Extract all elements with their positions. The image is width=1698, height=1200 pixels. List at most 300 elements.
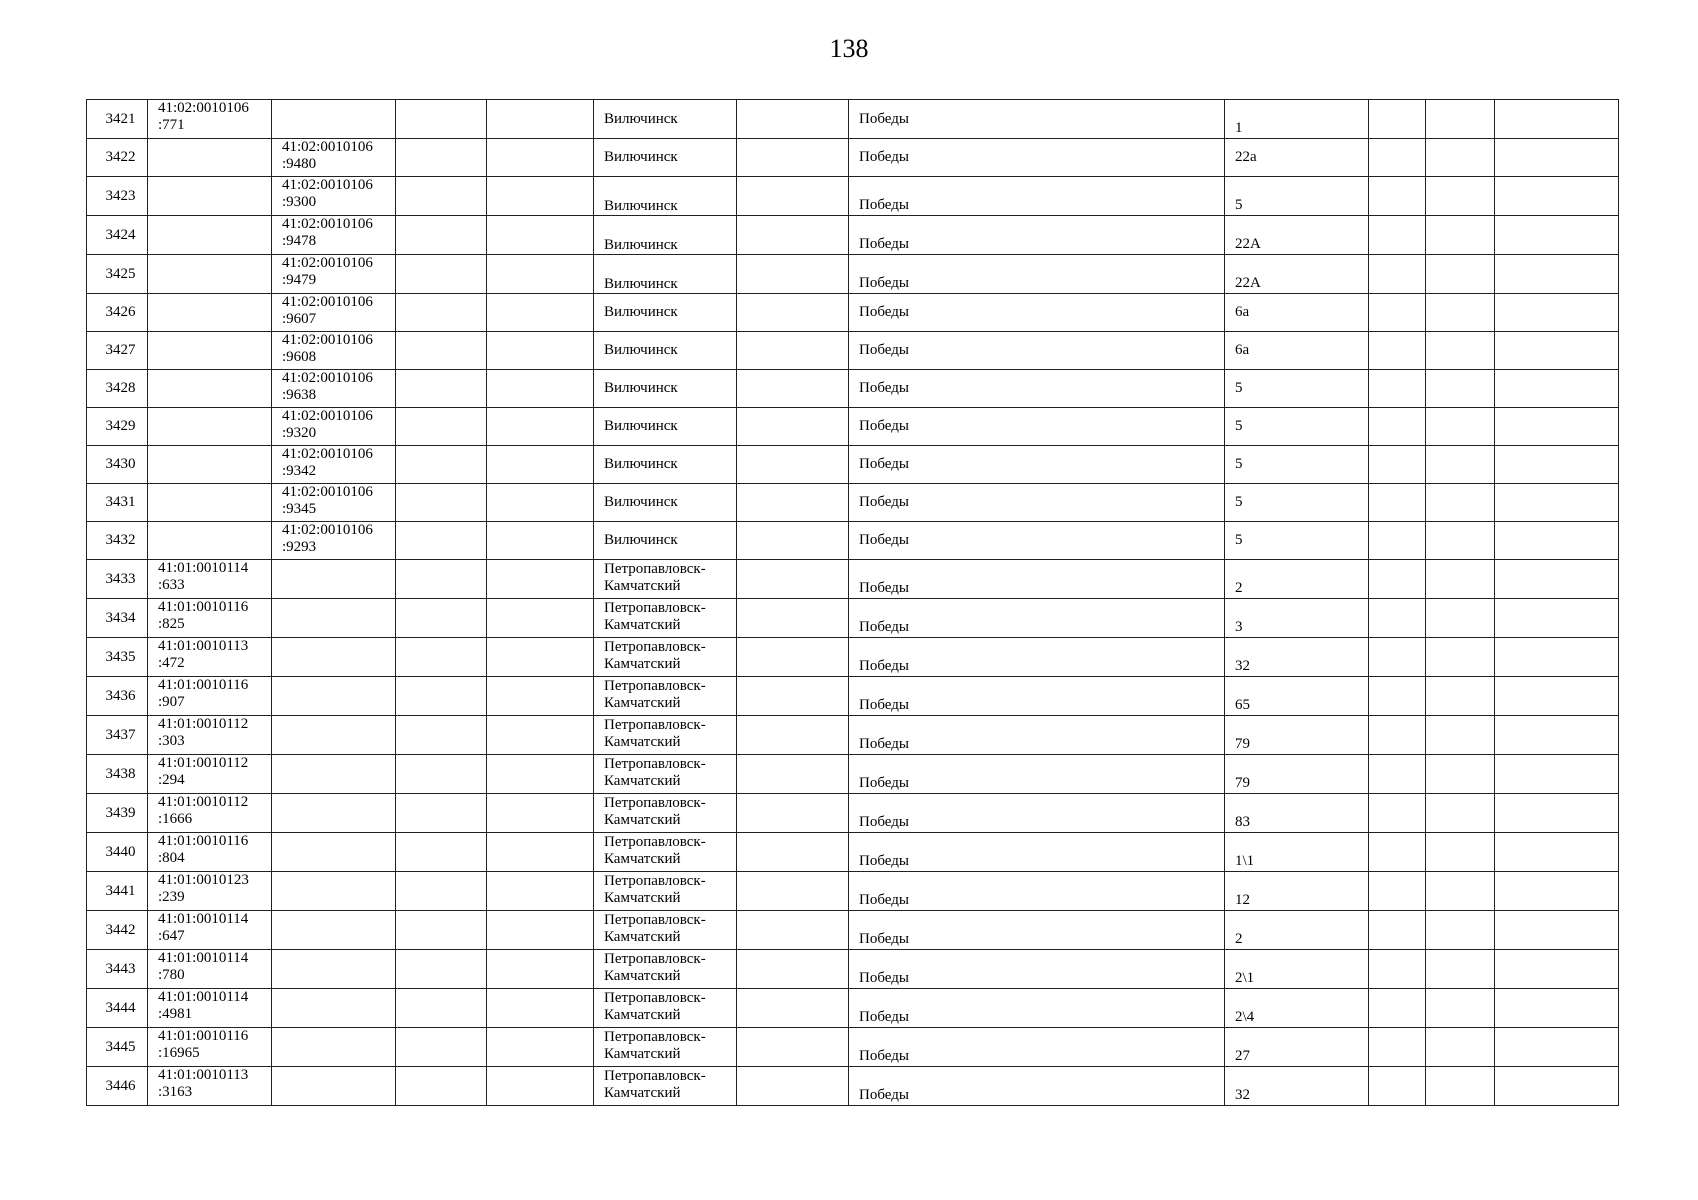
empty-cell <box>737 484 849 522</box>
land-cadastral-number-cell <box>148 911 272 950</box>
empty-cell <box>396 638 487 677</box>
city-line: Петропавловск- <box>604 834 706 850</box>
city-cell <box>594 638 737 677</box>
city-line: Камчатский <box>604 578 681 594</box>
empty-cell <box>1426 100 1495 139</box>
table-row <box>87 794 1619 833</box>
city-line: Вилючинск <box>604 456 678 472</box>
empty-cell <box>1369 408 1426 446</box>
land-cadastral-number-cell <box>148 216 272 255</box>
cadastral-number-line: :9480 <box>282 156 317 172</box>
row-number-cell: 3429 <box>87 408 148 446</box>
cadastral-number-line: :239 <box>158 889 185 905</box>
cadastral-number-line: 41:01:0010116 <box>158 833 249 849</box>
empty-cell <box>737 332 849 370</box>
cadastral-number-line: :3163 <box>158 1084 193 1100</box>
table-row <box>87 446 1619 484</box>
row-number-cell: 3436 <box>87 677 148 716</box>
street-cell: Победы <box>849 677 1225 716</box>
building-cadastral-number-cell <box>272 716 396 755</box>
city-line: Петропавловск- <box>604 756 706 772</box>
row-number-cell: 3443 <box>87 950 148 989</box>
building-cadastral-number-cell <box>272 1067 396 1106</box>
table-row <box>87 408 1619 446</box>
empty-cell <box>1369 950 1426 989</box>
empty-cell <box>396 716 487 755</box>
cadastral-number-line: 41:01:0010116 <box>158 599 249 615</box>
empty-cell <box>1495 370 1619 408</box>
land-cadastral-number-cell <box>148 1028 272 1067</box>
city-line: Камчатский <box>604 1085 681 1101</box>
empty-cell <box>737 638 849 677</box>
empty-cell <box>487 755 594 794</box>
city-cell <box>594 794 737 833</box>
street-cell: Победы <box>849 1067 1225 1106</box>
building-cadastral-number-cell <box>272 408 396 446</box>
cadastral-number-line: 41:01:0010114 <box>158 560 249 576</box>
row-number-cell: 3426 <box>87 294 148 332</box>
empty-cell <box>396 755 487 794</box>
city-line: Вилючинск <box>604 494 678 510</box>
empty-cell <box>1369 522 1426 560</box>
building-cadastral-number-cell <box>272 522 396 560</box>
empty-cell <box>1426 1028 1495 1067</box>
empty-cell <box>1495 911 1619 950</box>
house-number-cell: 2 <box>1225 911 1369 950</box>
empty-cell <box>1495 872 1619 911</box>
table-row <box>87 755 1619 794</box>
cadastral-number-line: 41:01:0010113 <box>158 638 249 654</box>
empty-cell <box>487 911 594 950</box>
empty-cell <box>396 950 487 989</box>
table-row <box>87 1067 1619 1106</box>
empty-cell <box>1426 950 1495 989</box>
empty-cell <box>1426 177 1495 216</box>
empty-cell <box>396 255 487 294</box>
building-cadastral-number-cell <box>272 677 396 716</box>
city-cell <box>594 1028 737 1067</box>
city-line: Петропавловск- <box>604 990 706 1006</box>
empty-cell <box>396 216 487 255</box>
house-number-cell: 6а <box>1225 332 1369 370</box>
cadastral-number-line: :303 <box>158 733 185 749</box>
city-line: Петропавловск- <box>604 1029 706 1045</box>
empty-cell <box>487 794 594 833</box>
empty-cell <box>1426 755 1495 794</box>
cadastral-number-line: 41:02:0010106 <box>158 100 249 116</box>
empty-cell <box>1495 216 1619 255</box>
land-cadastral-number-cell <box>148 872 272 911</box>
house-number-cell: 79 <box>1225 755 1369 794</box>
empty-cell <box>487 139 594 177</box>
city-line: Петропавловск- <box>604 561 706 577</box>
empty-cell <box>487 100 594 139</box>
house-number-cell: 5 <box>1225 446 1369 484</box>
table-row <box>87 599 1619 638</box>
row-number-cell: 3435 <box>87 638 148 677</box>
house-number-cell: 32 <box>1225 638 1369 677</box>
empty-cell <box>1426 522 1495 560</box>
building-cadastral-number-cell <box>272 100 396 139</box>
city-cell <box>594 408 737 446</box>
empty-cell <box>737 1028 849 1067</box>
cadastral-number-line: :472 <box>158 655 185 671</box>
empty-cell <box>737 255 849 294</box>
house-number-cell: 5 <box>1225 370 1369 408</box>
row-number-cell: 3438 <box>87 755 148 794</box>
empty-cell <box>737 716 849 755</box>
city-line: Вилючинск <box>604 380 678 396</box>
house-number-cell: 1\1 <box>1225 833 1369 872</box>
city-cell <box>594 872 737 911</box>
house-number-cell: 65 <box>1225 677 1369 716</box>
building-cadastral-number-cell <box>272 950 396 989</box>
empty-cell <box>487 599 594 638</box>
cadastral-number-line: :647 <box>158 928 185 944</box>
building-cadastral-number-cell <box>272 139 396 177</box>
empty-cell <box>1369 716 1426 755</box>
land-cadastral-number-cell <box>148 370 272 408</box>
empty-cell <box>396 599 487 638</box>
empty-cell <box>487 294 594 332</box>
building-cadastral-number-cell <box>272 872 396 911</box>
empty-cell <box>396 560 487 599</box>
city-line: Петропавловск- <box>604 639 706 655</box>
city-cell <box>594 833 737 872</box>
house-number-cell: 12 <box>1225 872 1369 911</box>
row-number-cell: 3427 <box>87 332 148 370</box>
empty-cell <box>1426 484 1495 522</box>
empty-cell <box>1369 255 1426 294</box>
land-cadastral-number-cell <box>148 950 272 989</box>
empty-cell <box>737 100 849 139</box>
city-cell <box>594 484 737 522</box>
row-number-cell: 3441 <box>87 872 148 911</box>
cadastral-number-line: :9478 <box>282 233 317 249</box>
land-cadastral-number-cell <box>148 1067 272 1106</box>
empty-cell <box>1369 370 1426 408</box>
cadastral-number-line: 41:01:0010114 <box>158 950 249 966</box>
city-line: Петропавловск- <box>604 678 706 694</box>
street-cell: Победы <box>849 716 1225 755</box>
house-number-cell: 22А <box>1225 216 1369 255</box>
row-number-cell: 3437 <box>87 716 148 755</box>
empty-cell <box>1426 833 1495 872</box>
city-line: Вилючинск <box>604 110 678 127</box>
building-cadastral-number-cell <box>272 446 396 484</box>
empty-cell <box>1495 716 1619 755</box>
house-number-cell: 5 <box>1225 177 1369 216</box>
table-row <box>87 294 1619 332</box>
cadastral-number-line: 41:01:0010113 <box>158 1067 249 1083</box>
empty-cell <box>737 794 849 833</box>
cadastral-number-line: 41:01:0010112 <box>158 755 249 771</box>
row-number-cell: 3446 <box>87 1067 148 1106</box>
cadastral-number-line: :9608 <box>282 349 317 365</box>
empty-cell <box>1369 294 1426 332</box>
empty-cell <box>1426 794 1495 833</box>
city-line: Камчатский <box>604 656 681 672</box>
building-cadastral-number-cell <box>272 484 396 522</box>
empty-cell <box>487 872 594 911</box>
house-number-cell: 22А <box>1225 255 1369 294</box>
cadastral-number-line: 41:02:0010106 <box>282 177 373 193</box>
empty-cell <box>1495 677 1619 716</box>
row-number-cell: 3445 <box>87 1028 148 1067</box>
street-cell: Победы <box>849 522 1225 560</box>
building-cadastral-number-cell <box>272 989 396 1028</box>
empty-cell <box>1369 1028 1426 1067</box>
empty-cell <box>1369 677 1426 716</box>
empty-cell <box>737 139 849 177</box>
street-cell: Победы <box>849 216 1225 255</box>
land-cadastral-number-cell <box>148 677 272 716</box>
table-row <box>87 677 1619 716</box>
empty-cell <box>1426 677 1495 716</box>
land-cadastral-number-cell <box>148 446 272 484</box>
empty-cell <box>737 833 849 872</box>
house-number-cell: 32 <box>1225 1067 1369 1106</box>
city-cell <box>594 522 737 560</box>
empty-cell <box>396 989 487 1028</box>
city-line: Вилючинск <box>604 342 678 358</box>
city-cell <box>594 446 737 484</box>
cadastral-number-line: 41:02:0010106 <box>282 216 373 232</box>
building-cadastral-number-cell <box>272 833 396 872</box>
city-line: Вилючинск <box>604 149 678 165</box>
empty-cell <box>487 446 594 484</box>
street-cell: Победы <box>849 911 1225 950</box>
street-cell: Победы <box>849 332 1225 370</box>
empty-cell <box>396 1067 487 1106</box>
empty-cell <box>1369 139 1426 177</box>
building-cadastral-number-cell <box>272 294 396 332</box>
house-number-cell: 22а <box>1225 139 1369 177</box>
table-row <box>87 833 1619 872</box>
table-row <box>87 139 1619 177</box>
empty-cell <box>737 522 849 560</box>
empty-cell <box>1369 755 1426 794</box>
building-cadastral-number-cell <box>272 216 396 255</box>
building-cadastral-number-cell <box>272 332 396 370</box>
table-row <box>87 716 1619 755</box>
empty-cell <box>737 599 849 638</box>
cadastral-number-line: :16965 <box>158 1045 200 1061</box>
empty-cell <box>487 408 594 446</box>
empty-cell <box>1426 638 1495 677</box>
land-cadastral-number-cell <box>148 332 272 370</box>
table-row <box>87 522 1619 560</box>
street-cell: Победы <box>849 794 1225 833</box>
street-cell: Победы <box>849 294 1225 332</box>
cadastral-number-line: 41:01:0010112 <box>158 716 249 732</box>
building-cadastral-number-cell <box>272 1028 396 1067</box>
street-cell: Победы <box>849 484 1225 522</box>
city-cell <box>594 1067 737 1106</box>
empty-cell <box>487 370 594 408</box>
empty-cell <box>396 833 487 872</box>
cadastral-number-line: 41:01:0010123 <box>158 872 249 888</box>
street-cell: Победы <box>849 370 1225 408</box>
street-cell: Победы <box>849 408 1225 446</box>
empty-cell <box>396 794 487 833</box>
house-number-cell: 5 <box>1225 484 1369 522</box>
cadastral-number-line: :771 <box>158 117 185 133</box>
empty-cell <box>1426 911 1495 950</box>
city-cell <box>594 100 737 139</box>
cadastral-number-line: 41:01:0010116 <box>158 677 249 693</box>
land-cadastral-number-cell <box>148 833 272 872</box>
empty-cell <box>1369 911 1426 950</box>
empty-cell <box>1495 833 1619 872</box>
building-cadastral-number-cell <box>272 911 396 950</box>
street-cell: Победы <box>849 560 1225 599</box>
city-cell <box>594 139 737 177</box>
row-number-cell: 3424 <box>87 216 148 255</box>
empty-cell <box>396 408 487 446</box>
empty-cell <box>1426 408 1495 446</box>
empty-cell <box>737 177 849 216</box>
cadastral-number-line: 41:01:0010114 <box>158 989 249 1005</box>
cadastral-number-line: :9479 <box>282 272 317 288</box>
city-cell <box>594 989 737 1028</box>
cadastral-number-line: :9293 <box>282 539 317 555</box>
empty-cell <box>396 522 487 560</box>
empty-cell <box>737 408 849 446</box>
empty-cell <box>396 872 487 911</box>
empty-cell <box>1426 332 1495 370</box>
land-cadastral-number-cell <box>148 989 272 1028</box>
empty-cell <box>737 216 849 255</box>
building-cadastral-number-cell <box>272 560 396 599</box>
empty-cell <box>487 638 594 677</box>
empty-cell <box>737 911 849 950</box>
empty-cell <box>1426 989 1495 1028</box>
empty-cell <box>1495 794 1619 833</box>
cadastral-number-line: :907 <box>158 694 185 710</box>
building-cadastral-number-cell <box>272 638 396 677</box>
cadastral-number-line: 41:01:0010114 <box>158 911 249 927</box>
empty-cell <box>487 950 594 989</box>
empty-cell <box>396 370 487 408</box>
house-number-cell: 27 <box>1225 1028 1369 1067</box>
city-cell <box>594 370 737 408</box>
empty-cell <box>1369 599 1426 638</box>
empty-cell <box>737 370 849 408</box>
land-cadastral-number-cell <box>148 716 272 755</box>
city-line: Камчатский <box>604 695 681 711</box>
city-line: Камчатский <box>604 812 681 828</box>
page-number: 138 <box>829 34 869 63</box>
empty-cell <box>1369 1067 1426 1106</box>
row-number-cell: 3432 <box>87 522 148 560</box>
city-cell <box>594 599 737 638</box>
building-cadastral-number-cell <box>272 370 396 408</box>
empty-cell <box>487 177 594 216</box>
city-cell <box>594 716 737 755</box>
city-line: Петропавловск- <box>604 873 706 889</box>
empty-cell <box>1495 599 1619 638</box>
cadastral-number-line: 41:01:0010116 <box>158 1028 249 1044</box>
empty-cell <box>1369 177 1426 216</box>
table-row <box>87 216 1619 255</box>
house-number-cell: 6а <box>1225 294 1369 332</box>
empty-cell <box>1426 599 1495 638</box>
cadastral-number-line: 41:02:0010106 <box>282 294 373 310</box>
city-line: Камчатский <box>604 1007 681 1023</box>
table-row <box>87 1028 1619 1067</box>
empty-cell <box>1369 560 1426 599</box>
city-cell <box>594 911 737 950</box>
empty-cell <box>1369 638 1426 677</box>
empty-cell <box>487 522 594 560</box>
street-cell: Победы <box>849 139 1225 177</box>
empty-cell <box>1495 1028 1619 1067</box>
land-cadastral-number-cell <box>148 294 272 332</box>
street-cell: Победы <box>849 100 1225 139</box>
cadastral-number-line: :1666 <box>158 811 193 827</box>
city-line: Вилючинск <box>604 276 678 292</box>
empty-cell <box>1495 294 1619 332</box>
cadastral-number-line: 41:02:0010106 <box>282 370 373 386</box>
empty-cell <box>1426 370 1495 408</box>
empty-cell <box>1426 446 1495 484</box>
empty-cell <box>737 755 849 794</box>
cadastral-number-line: :9300 <box>282 194 317 210</box>
empty-cell <box>737 989 849 1028</box>
city-cell <box>594 560 737 599</box>
cadastral-number-line: :9607 <box>282 311 317 327</box>
land-cadastral-number-cell <box>148 255 272 294</box>
city-line: Вилючинск <box>604 418 678 434</box>
cadastral-number-line: :804 <box>158 850 185 866</box>
city-cell <box>594 677 737 716</box>
city-line: Камчатский <box>604 773 681 789</box>
empty-cell <box>487 989 594 1028</box>
empty-cell <box>1495 755 1619 794</box>
empty-cell <box>1495 522 1619 560</box>
empty-cell <box>1369 794 1426 833</box>
empty-cell <box>1369 833 1426 872</box>
empty-cell <box>1495 332 1619 370</box>
empty-cell <box>396 139 487 177</box>
empty-cell <box>1369 100 1426 139</box>
cadastral-number-line: 41:02:0010106 <box>282 255 373 271</box>
empty-cell <box>1495 255 1619 294</box>
street-cell: Победы <box>849 177 1225 216</box>
table-body <box>87 100 1619 1106</box>
house-number-cell: 2\4 <box>1225 989 1369 1028</box>
empty-cell <box>1426 294 1495 332</box>
cadastral-number-line: :9345 <box>282 501 317 517</box>
street-cell: Победы <box>849 599 1225 638</box>
row-number-cell: 3442 <box>87 911 148 950</box>
cadastral-number-line: :4981 <box>158 1006 193 1022</box>
city-line: Вилючинск <box>604 304 678 320</box>
house-number-cell: 2 <box>1225 560 1369 599</box>
empty-cell <box>1495 989 1619 1028</box>
land-cadastral-number-cell <box>148 560 272 599</box>
row-number-cell: 3440 <box>87 833 148 872</box>
cadastral-number-line: :9638 <box>282 387 317 403</box>
empty-cell <box>1495 446 1619 484</box>
city-line: Вилючинск <box>604 237 678 253</box>
row-number-cell: 3444 <box>87 989 148 1028</box>
empty-cell <box>396 911 487 950</box>
empty-cell <box>1495 638 1619 677</box>
city-cell <box>594 216 737 255</box>
table-row <box>87 370 1619 408</box>
